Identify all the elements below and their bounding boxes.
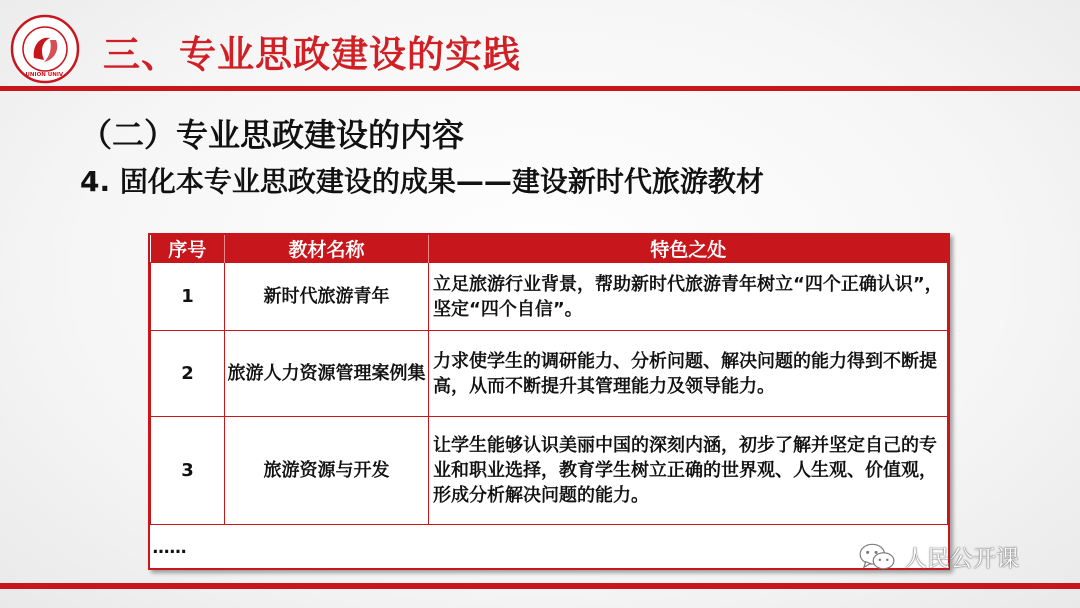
wechat-icon [858,542,896,572]
column-header-feature: 特色之处 [429,235,948,263]
row-number: 3 [151,417,225,525]
textbook-feature: 立足旅游行业背景，帮助新时代旅游青年树立“四个正确认识”，坚定“四个自信”。 [429,263,948,331]
textbook-table [148,233,950,570]
table-row [151,331,948,417]
footer-divider [0,583,1080,589]
wechat-watermark [858,540,1019,573]
university-logo-icon [10,14,80,84]
table-row [151,263,948,331]
row-number: 1 [151,263,225,331]
row-number: 2 [151,331,225,417]
table-row [151,417,948,525]
more-items-ellipsis: …… [152,537,187,558]
section-title: （二）专业思政建设的内容 [80,116,465,154]
table-row-ellipsis [151,525,948,572]
textbook-name: 新时代旅游青年 [225,263,429,331]
section-subtitle: 4. 固化本专业思政建设的成果——建设新时代旅游教材 [80,165,764,198]
textbook-feature: 让学生能够认识美丽中国的深刻内涵，初步了解并坚定自己的专业和职业选择，教育学生树立正确的世界观、人生观、价值观，形成分析解决问题的能力。 [429,417,948,525]
textbook-name: 旅游资源与开发 [225,417,429,525]
watermark-text: 人民公开课 [904,546,1019,572]
column-header-name: 教材名称 [225,235,429,263]
header-divider [0,86,1080,91]
page-title: 三、专业思政建设的实践 [103,33,521,76]
table-header-row [151,235,948,263]
textbook-feature: 力求使学生的调研能力、分析问题、解决问题的能力得到不断提高，从而不断提升其管理能力及领导能力。 [429,331,948,417]
column-header-number: 序号 [151,235,225,263]
textbook-name: 旅游人力资源管理案例集 [225,331,429,417]
svg-text:UNION UNIV.: UNION UNIV. [25,72,65,78]
